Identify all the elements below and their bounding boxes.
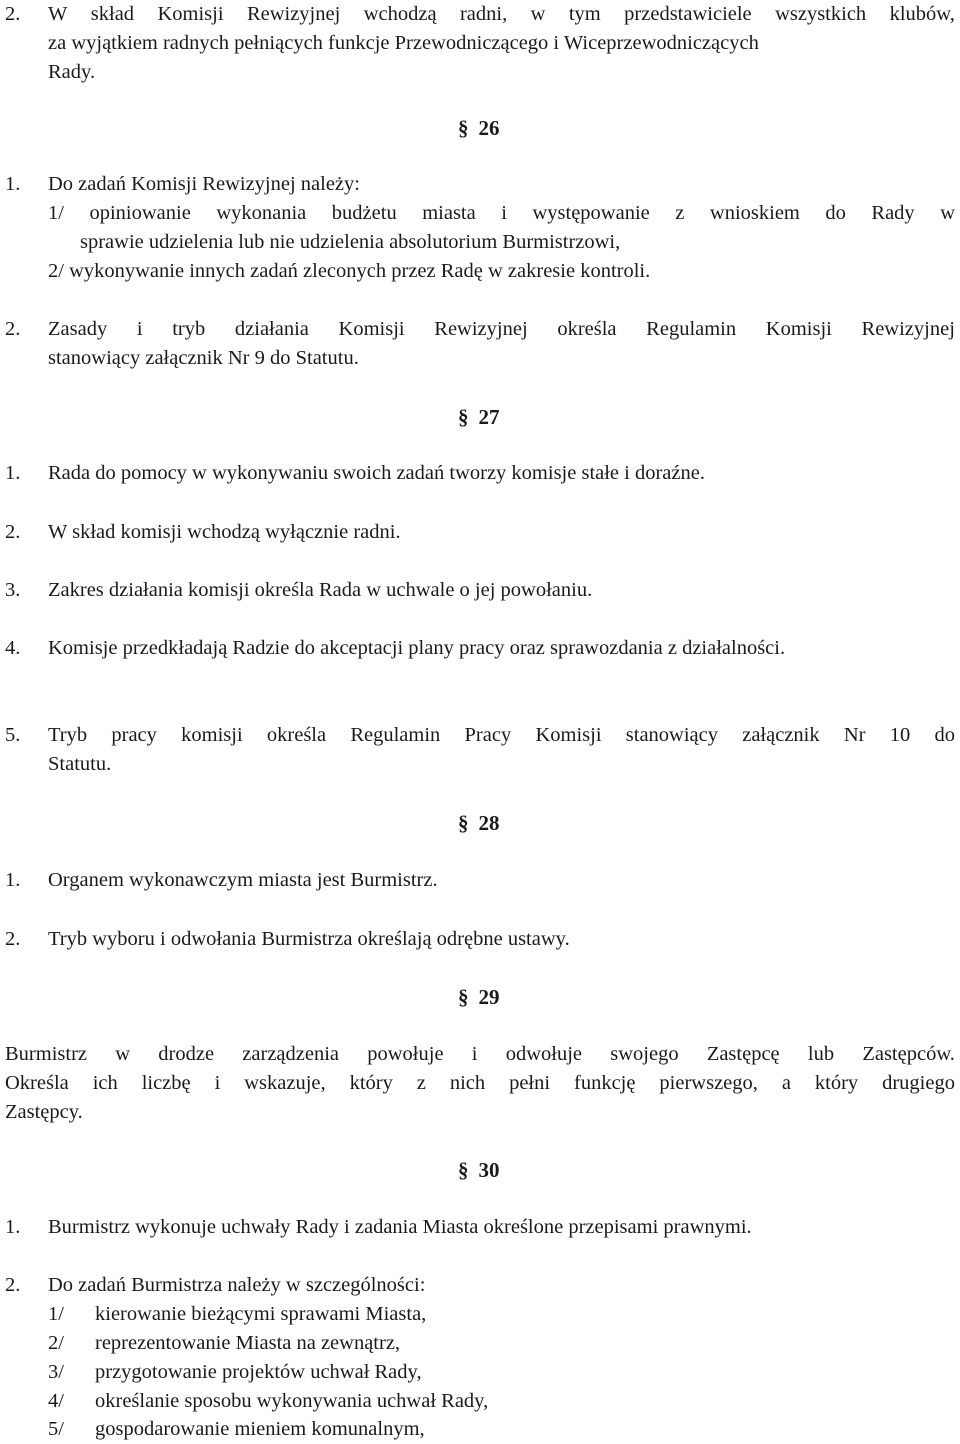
word: i xyxy=(501,202,507,224)
word: określa xyxy=(557,318,617,340)
word: który xyxy=(814,1072,859,1094)
word: ich xyxy=(92,1072,118,1094)
word: funkcję xyxy=(574,1072,636,1094)
word: stanowiący xyxy=(625,724,718,746)
word: Burmistrz xyxy=(5,1043,87,1065)
word: budżetu xyxy=(331,202,397,224)
section-number: 26 xyxy=(478,116,500,140)
word: klubów, xyxy=(889,3,955,25)
word: liczbę xyxy=(141,1072,191,1094)
justified-line xyxy=(5,1040,955,1069)
paragraph-number: 2. xyxy=(5,318,21,340)
word: W xyxy=(48,3,68,25)
word: Komisji xyxy=(338,318,405,340)
word: powołuje xyxy=(367,1043,444,1065)
word: tym xyxy=(568,3,601,25)
word: drugiego xyxy=(882,1072,955,1094)
word: miasta xyxy=(422,202,476,224)
word: wszystkich xyxy=(775,3,867,25)
section-mark: § xyxy=(458,985,469,1009)
text-line: stanowiący załącznik Nr 9 do Statutu. xyxy=(48,347,359,369)
word: do xyxy=(825,202,846,224)
word: swojego xyxy=(610,1043,679,1065)
text-line: Zastępcy. xyxy=(5,1101,83,1123)
word: wnioskiem xyxy=(709,202,800,224)
word: działania xyxy=(234,318,309,340)
word: wykonania xyxy=(216,202,307,224)
section-mark: § xyxy=(458,116,469,140)
word: Zasady xyxy=(48,318,108,340)
section-mark: § xyxy=(458,811,469,835)
section-mark: § xyxy=(458,1158,469,1182)
word: i xyxy=(136,318,143,340)
section-heading-30 xyxy=(458,1156,500,1185)
word: Regulamin xyxy=(350,724,441,746)
text-line: Rady. xyxy=(48,61,96,83)
paragraph-number: 2. xyxy=(5,1274,21,1296)
word: wskazuje, xyxy=(244,1072,326,1094)
word: wchodzą xyxy=(363,3,437,25)
word: Komisji xyxy=(765,318,832,340)
word: 1/ xyxy=(48,202,64,224)
word: tryb xyxy=(172,318,206,340)
word: Komisji xyxy=(535,724,602,746)
text-line: Do zadań Burmistrza należy w szczególności: xyxy=(48,1274,426,1296)
section-number: 27 xyxy=(478,405,500,429)
word: odwołuje xyxy=(505,1043,583,1065)
word: zarządzenia xyxy=(242,1043,340,1065)
word: który xyxy=(349,1072,393,1094)
text-line: Do zadań Komisji Rewizyjnej należy: xyxy=(48,173,360,195)
word: z xyxy=(416,1072,426,1094)
word: Nr xyxy=(843,724,866,746)
word: pełni xyxy=(509,1072,551,1094)
word: występowanie xyxy=(532,202,650,224)
word: drodze xyxy=(158,1043,215,1065)
justified-line xyxy=(5,1069,955,1098)
section-heading-27 xyxy=(458,403,500,432)
justified-line xyxy=(48,315,955,344)
section-heading-29 xyxy=(458,983,500,1012)
section-mark: § xyxy=(458,405,469,429)
word: komisji xyxy=(181,724,243,746)
paragraph-number: 2. xyxy=(5,3,21,25)
word: załącznik xyxy=(742,724,820,746)
word: Zastępcę xyxy=(706,1043,780,1065)
paragraph-number: 1. xyxy=(5,1216,21,1238)
section-heading-26 xyxy=(458,114,500,143)
word: i xyxy=(471,1043,478,1065)
word: w xyxy=(115,1043,131,1065)
word: Rewizyjnej xyxy=(434,318,528,340)
word: do xyxy=(934,724,955,746)
word: opiniowanie xyxy=(89,202,191,224)
word: w xyxy=(530,3,546,25)
word: lub xyxy=(807,1043,835,1065)
word: przedstawiciele xyxy=(624,3,752,25)
word: i xyxy=(214,1072,221,1094)
text-line: Burmistrz wykonuje uchwały Rady i zadania Miasta określone przepisami prawnymi. xyxy=(48,1216,752,1238)
word: Rewizyjnej xyxy=(861,318,955,340)
section-number: 28 xyxy=(478,811,500,835)
word: w xyxy=(940,202,955,224)
text-line: sprawie udzielenia lub nie udzielenia absolutorium Burmistrzowi, xyxy=(80,231,621,253)
word: nich xyxy=(449,1072,486,1094)
word: z xyxy=(675,202,685,224)
word: określa xyxy=(266,724,327,746)
word: Regulamin xyxy=(646,318,737,340)
word: pierwszego, xyxy=(659,1072,758,1094)
section-heading-28 xyxy=(458,809,500,838)
section-number: 29 xyxy=(478,985,500,1009)
word: Tryb xyxy=(48,724,88,746)
justified-line xyxy=(48,0,955,29)
text-line: Statutu. xyxy=(48,753,112,775)
word: Zastępców. xyxy=(862,1043,955,1065)
word: Komisji xyxy=(157,3,224,25)
word: 10 xyxy=(889,724,911,746)
word: skład xyxy=(90,3,135,25)
word: pracy xyxy=(111,724,157,746)
word: Rady xyxy=(871,202,915,224)
word: Określa xyxy=(5,1072,69,1094)
word: Pracy xyxy=(464,724,512,746)
text-line: za wyjątkiem radnych pełniących funkcje Przewodniczącego i Wiceprzewodniczących xyxy=(48,32,759,54)
paragraph-number: 5. xyxy=(5,724,21,746)
text-line: 2/ wykonywanie innych zadań zleconych przez Radę w zakresie kontroli. xyxy=(48,260,651,282)
word: a xyxy=(781,1072,791,1094)
paragraph-number: 1. xyxy=(5,173,21,195)
justified-line xyxy=(48,721,955,750)
justified-line xyxy=(48,199,955,228)
word: radni, xyxy=(459,3,508,25)
word: Rewizyjnej xyxy=(246,3,341,25)
section-number: 30 xyxy=(478,1158,500,1182)
